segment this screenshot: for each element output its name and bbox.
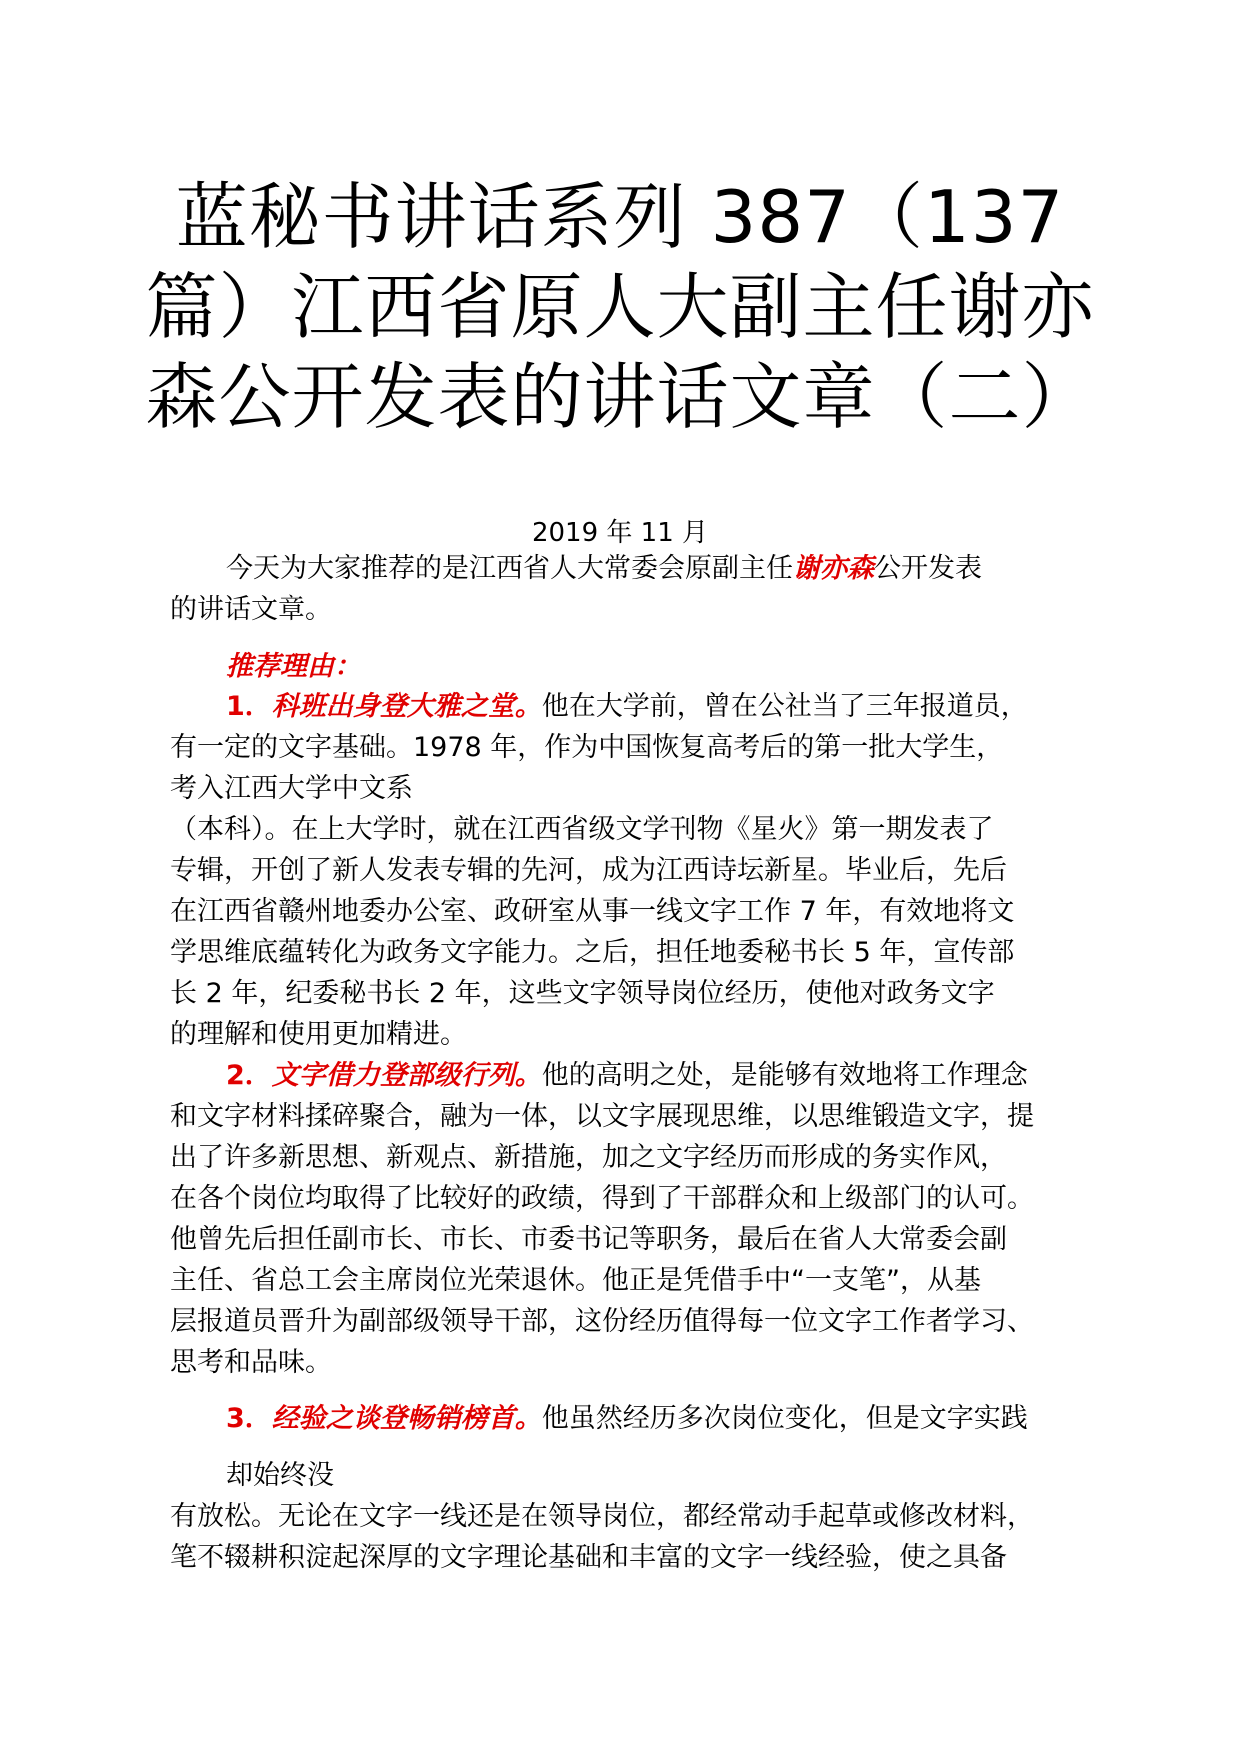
intro-line-1: [226, 552, 982, 586]
reason-1-line: 学思维底蕴转化为政务文字能力。之后，担任地委秘书长 5 年，宣传部: [170, 937, 1015, 968]
document-date: 2019 年 11 月: [531, 518, 709, 548]
document-title-line-2: 篇）江西省原人大副主任谢亦: [145, 265, 1095, 349]
reason-1-line: 考入江西大学中文系: [170, 773, 413, 804]
reason-2-line: 和文字材料揉碎聚合，融为一体，以文字展现思维，以思维锻造文字，提: [170, 1101, 1034, 1132]
reason-2-line: 出了许多新思想、新观点、新措施，加之文字经历而形成的务实作风，: [170, 1142, 1007, 1173]
reason-1-first-line: [226, 690, 1028, 724]
reason-3-number: 3．: [226, 1403, 272, 1434]
document-title-line-3: 森公开发表的讲话文章（二）: [145, 355, 1095, 439]
reasons-heading: 推荐理由：: [226, 651, 361, 682]
intro-text-post: 公开发表: [874, 553, 982, 584]
intro-text-pre: 今天为大家推荐的是江西省人大常委会原副主任: [226, 553, 793, 584]
reason-2-line: 层报道员晋升为副部级领导干部，这份经历值得每一位文字工作者学习、: [170, 1306, 1034, 1337]
reason-3-line: 却始终没: [226, 1460, 334, 1491]
reason-2-text: 他的高明之处，是能够有效地将工作理念: [541, 1060, 1028, 1091]
reason-2-line: 他曾先后担任副市长、市长、市委书记等职务，最后在省人大常委会副: [170, 1224, 1007, 1255]
reason-2-line: 主任、省总工会主席岗位光荣退休。他正是凭借手中“一支笔”，从基: [170, 1265, 981, 1296]
reason-2-title: 文字借力登部级行列。: [271, 1060, 542, 1091]
reason-1-line: 在江西省赣州地委办公室、政研室从事一线文字工作 7 年，有效地将文: [170, 896, 1015, 927]
reason-1-line: 有一定的文字基础。1978 年，作为中国恢复高考后的第一批大学生，: [170, 732, 1004, 763]
reason-1-line: 长 2 年，纪委秘书长 2 年，这些文字领导岗位经历，使他对政务文字: [170, 978, 995, 1009]
reason-2-first-line: [226, 1059, 1028, 1093]
reason-1-number: 1．: [226, 691, 272, 722]
reason-3-line: 笔不辍耕积淀起深厚的文字理论基础和丰富的文字一线经验，使之具备: [170, 1542, 1007, 1573]
highlighted-name: 谢亦森: [793, 553, 874, 584]
reason-3-text: 他虽然经历多次岗位变化，但是文字实践: [541, 1403, 1028, 1434]
reason-1-title: 科班出身登大雅之堂。: [271, 691, 542, 722]
reason-2-number: 2．: [226, 1060, 272, 1091]
reason-1-line: 的理解和使用更加精进。: [170, 1019, 467, 1050]
reason-2-line: 思考和品味。: [170, 1347, 332, 1378]
reason-1-line: （本科）。在上大学时，就在江西省级文学刊物《星火》第一期发表了: [170, 814, 994, 845]
reason-3-first-line: [226, 1402, 1028, 1436]
reason-2-line: 在各个岗位均取得了比较好的政绩，得到了干部群众和上级部门的认可。: [170, 1183, 1034, 1214]
reason-1-text: 他在大学前，曾在公社当了三年报道员，: [541, 691, 1028, 722]
document-title-line-1: 蓝秘书讲话系列 387（137: [175, 175, 1065, 259]
intro-line-2: 的讲话文章。: [170, 594, 332, 625]
reason-3-title: 经验之谈登畅销榜首。: [271, 1403, 542, 1434]
reason-3-line: 有放松。无论在文字一线还是在领导岗位，都经常动手起草或修改材料，: [170, 1501, 1034, 1532]
reason-1-line: 专辑，开创了新人发表专辑的先河，成为江西诗坛新星。毕业后，先后: [170, 855, 1007, 886]
